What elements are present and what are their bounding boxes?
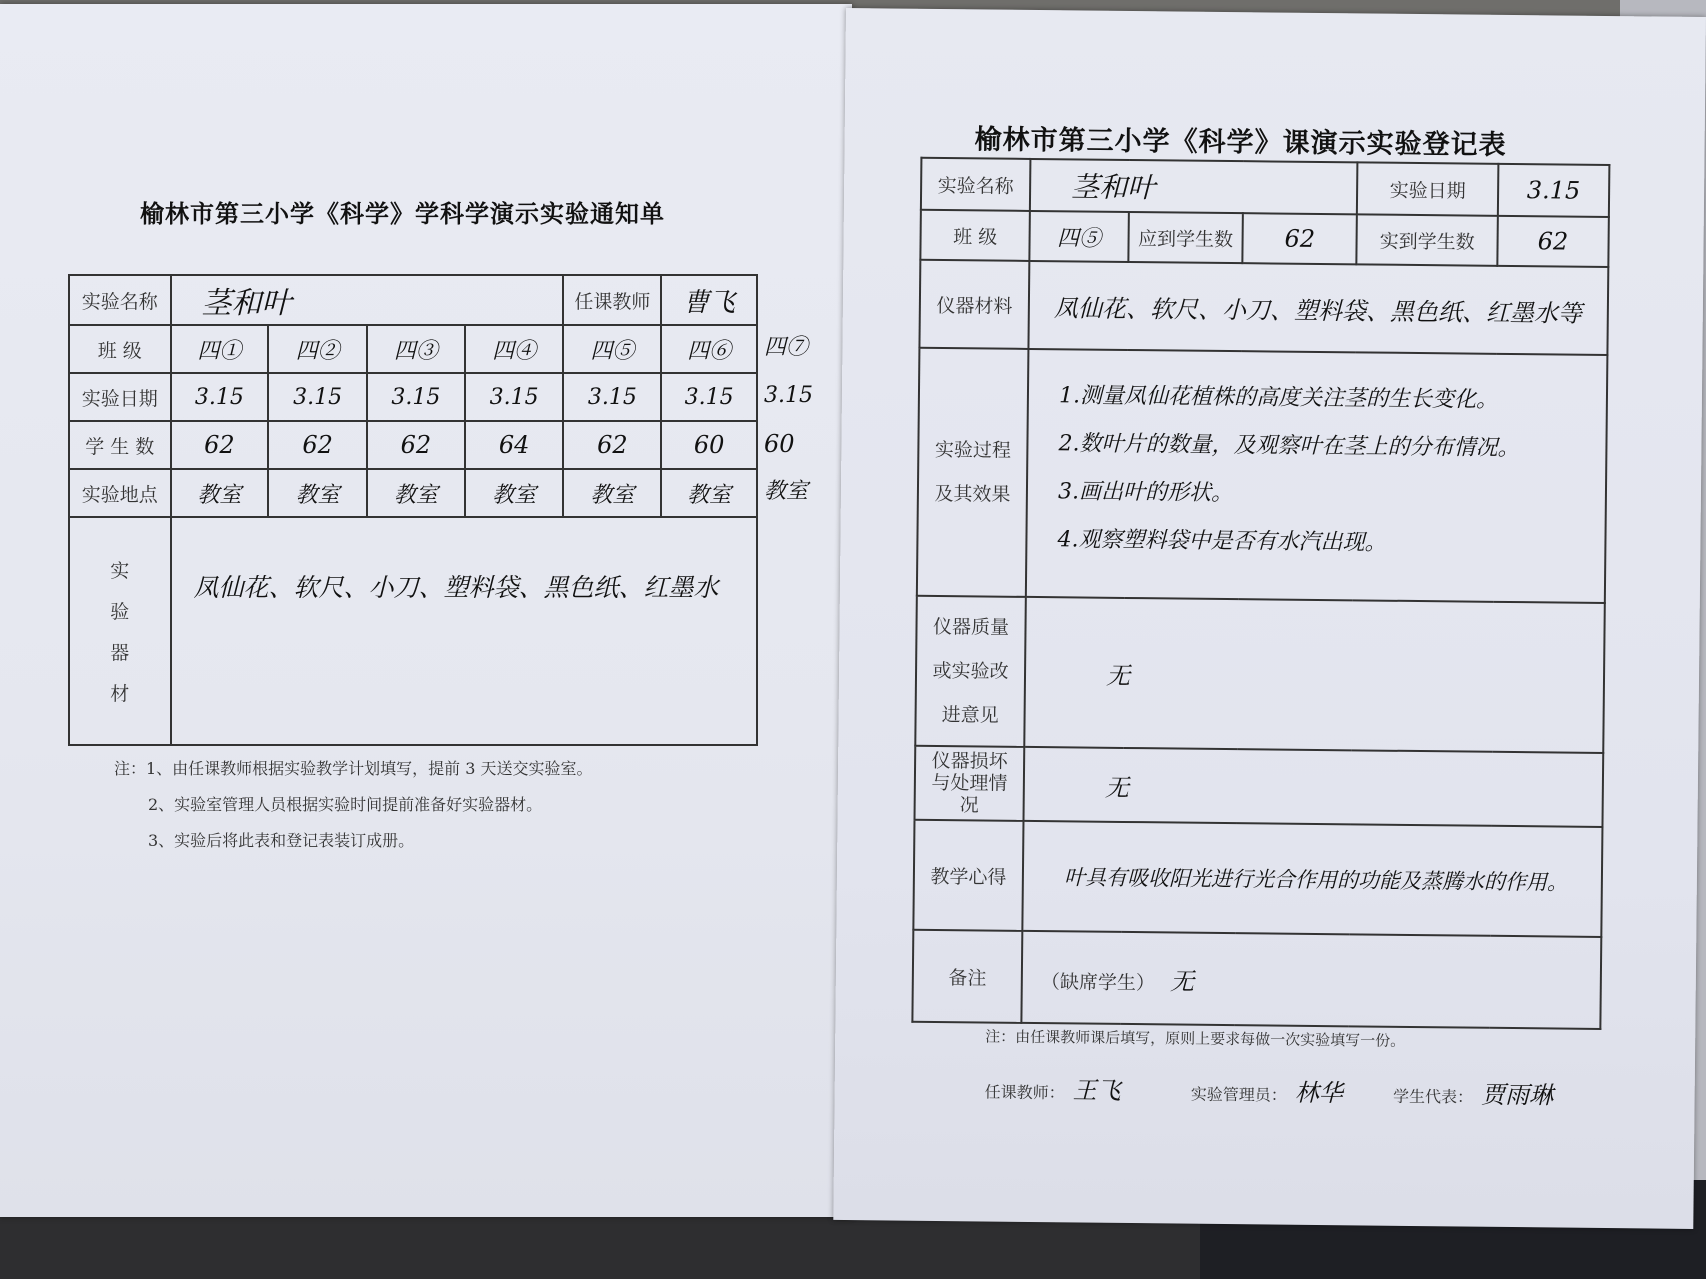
date-cell: 3.15 xyxy=(268,373,367,421)
register-remarks-cell xyxy=(1021,931,1601,1029)
damage-label-line: 与处理情 xyxy=(931,771,1008,795)
notice-teacher-value: 曹飞 xyxy=(661,275,757,325)
location-cell: 教室 xyxy=(268,469,367,517)
class-cell: 四⑥ xyxy=(661,325,757,373)
students-cell: 60 xyxy=(764,430,795,458)
quality-label-line: 仪器质量 xyxy=(932,615,1010,639)
location-cell: 教室 xyxy=(367,469,465,517)
register-sheet xyxy=(833,8,1706,1229)
signature-row xyxy=(985,1070,1625,1112)
class-cell: 四④ xyxy=(465,325,564,373)
student-signature: 贾雨琳 xyxy=(1480,1080,1554,1110)
register-footnote: 注：由任课教师课后填写，原则上要求每做一次实验填写一份。 xyxy=(985,1027,1406,1050)
location-cell: 教室 xyxy=(465,469,564,517)
notice-title: 榆林市第三小学《科学》学科学演示实验通知单 xyxy=(140,200,665,228)
register-experiment-name-value: 茎和叶 xyxy=(1030,159,1358,214)
register-label-damage xyxy=(915,746,1025,821)
notice-label-location: 实验地点 xyxy=(69,469,171,517)
materials-label-char: 材 xyxy=(110,683,130,705)
notice-note-2: 2、实验室管理人员根据实验时间提前准备好实验器材。 xyxy=(148,795,543,814)
extra-column xyxy=(764,324,834,516)
date-cell: 3.15 xyxy=(764,383,813,408)
student-signature-label: 学生代表： xyxy=(1392,1086,1474,1107)
admin-signature: 林华 xyxy=(1294,1078,1344,1108)
students-cell: 64 xyxy=(465,421,564,469)
notice-sheet xyxy=(0,4,852,1217)
teacher-signature: 王飞 xyxy=(1072,1076,1121,1105)
date-cell: 3.15 xyxy=(367,373,465,421)
materials-label-char: 验 xyxy=(110,601,130,623)
date-cell: 3.15 xyxy=(661,373,757,421)
register-label-class: 班 级 xyxy=(920,210,1030,261)
register-process-value xyxy=(1026,349,1607,603)
date-cell: 3.15 xyxy=(465,373,564,421)
notice-experiment-name-value: 茎和叶 xyxy=(171,275,564,325)
process-step: 3.画出叶的形状。 xyxy=(1057,479,1234,507)
damage-label-line: 仪器损坏 xyxy=(931,749,1008,773)
absent-label: （缺席学生） xyxy=(1040,970,1156,994)
register-reflection-value: 叶具有吸收阳光进行光合作用的功能及蒸腾水的作用。 xyxy=(1022,821,1602,937)
teacher-signature-label: 任课教师： xyxy=(984,1082,1065,1103)
process-step: 2.数叶片的数量，及观察叶在茎上的分布情况。 xyxy=(1058,431,1520,462)
process-step: 1.测量凤仙花植株的高度关注茎的生长变化。 xyxy=(1058,383,1499,413)
register-quality-value: 无 xyxy=(1024,597,1604,753)
register-title: 榆林市第三小学《科学》课演示实验登记表 xyxy=(974,124,1507,161)
register-label-remarks: 备注 xyxy=(912,930,1022,1023)
class-cell: 四③ xyxy=(367,325,465,373)
students-cell: 62 xyxy=(367,421,465,469)
register-label-quality xyxy=(915,596,1026,747)
notice-table xyxy=(68,274,758,746)
register-label-date: 实验日期 xyxy=(1357,162,1498,215)
register-label-process xyxy=(917,348,1029,597)
class-cell: 四② xyxy=(268,325,367,373)
notice-label-date: 实验日期 xyxy=(69,373,171,421)
register-label-reflection: 教学心得 xyxy=(913,820,1023,931)
students-cell: 62 xyxy=(563,421,661,469)
class-cell: 四⑦ xyxy=(764,335,809,360)
register-label-experiment-name: 实验名称 xyxy=(921,158,1031,211)
register-label-actual: 实到学生数 xyxy=(1357,214,1498,265)
materials-label-char: 实 xyxy=(110,560,130,582)
location-cell: 教室 xyxy=(661,469,757,517)
register-class-value: 四⑤ xyxy=(1029,211,1128,262)
register-damage-value: 无 xyxy=(1024,747,1604,827)
class-cell: 四⑤ xyxy=(563,325,661,373)
notice-note-1: 注：1、由任课教师根据实验教学计划填写，提前 3 天送交实验室。 xyxy=(114,759,593,778)
location-cell: 教室 xyxy=(563,469,661,517)
process-step: 4.观察塑料袋中是否有水汽出现。 xyxy=(1057,527,1387,556)
register-equipment-value: 凤仙花、软尺、小刀、塑料袋、黑色纸、红墨水等 xyxy=(1029,261,1609,355)
notice-label-students: 学 生 数 xyxy=(69,421,171,469)
process-label-line: 实验过程 xyxy=(934,438,1012,462)
notice-note-3: 3、实验后将此表和登记表装订成册。 xyxy=(148,831,415,850)
location-cell: 教室 xyxy=(764,479,809,504)
absent-value: 无 xyxy=(1169,966,1195,996)
notice-label-teacher: 任课教师 xyxy=(563,275,661,325)
register-label-expected: 应到学生数 xyxy=(1128,212,1243,263)
quality-label-line: 进意见 xyxy=(941,704,999,727)
register-actual-value: 62 xyxy=(1497,216,1609,267)
materials-label-char: 器 xyxy=(110,642,130,664)
location-cell: 教室 xyxy=(171,469,269,517)
notice-label-class: 班 级 xyxy=(69,325,171,373)
process-label-line: 及其效果 xyxy=(934,482,1011,506)
register-expected-value: 62 xyxy=(1242,213,1357,264)
register-table xyxy=(911,157,1610,1030)
notice-label-experiment-name: 实验名称 xyxy=(69,275,171,325)
damage-label-line: 况 xyxy=(959,794,979,817)
notice-label-materials xyxy=(69,517,171,745)
notice-materials-value: 凤仙花、软尺、小刀、塑料袋、黑色纸、红墨水 xyxy=(171,517,757,745)
students-cell: 62 xyxy=(171,421,269,469)
date-cell: 3.15 xyxy=(563,373,661,421)
register-label-equipment: 仪器材料 xyxy=(919,260,1029,349)
quality-label-line: 或实验改 xyxy=(932,659,1009,683)
register-date-value: 3.15 xyxy=(1498,164,1610,217)
admin-signature-label: 实验管理员： xyxy=(1190,1084,1287,1105)
students-cell: 60 xyxy=(661,421,757,469)
date-cell: 3.15 xyxy=(171,373,269,421)
students-cell: 62 xyxy=(268,421,367,469)
class-cell: 四① xyxy=(171,325,269,373)
